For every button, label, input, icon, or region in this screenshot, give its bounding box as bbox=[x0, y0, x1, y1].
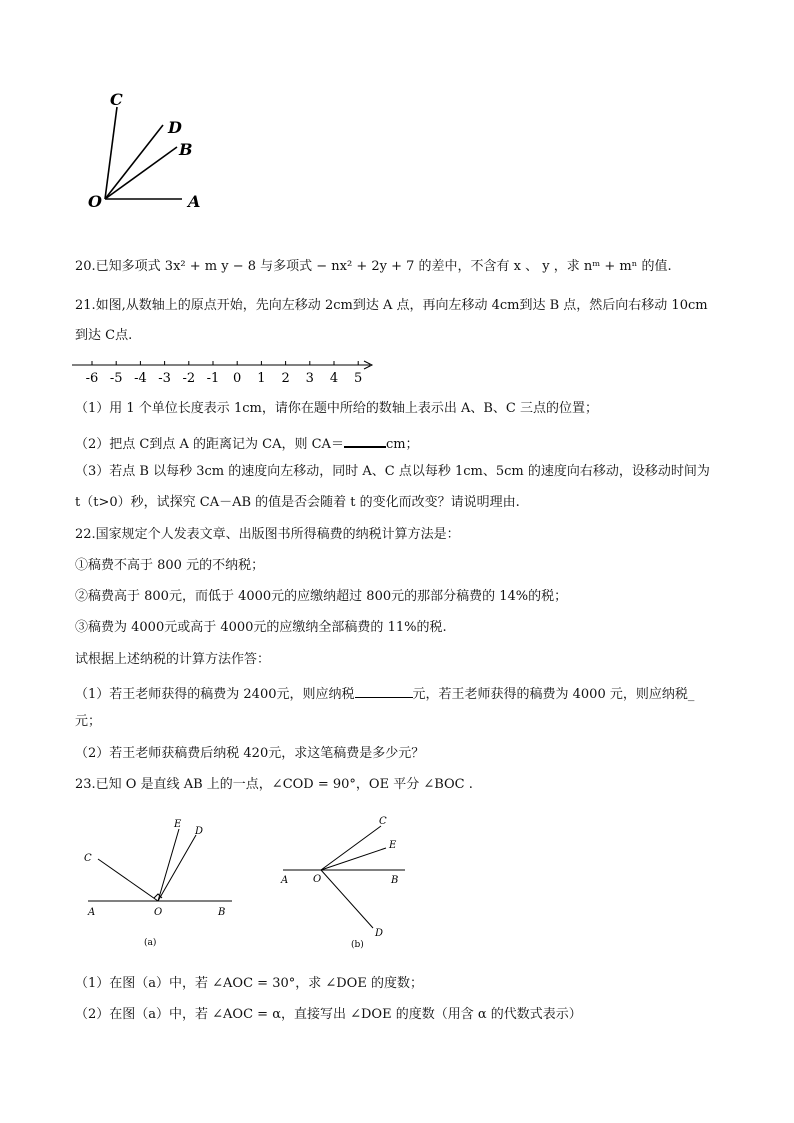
fig-b-caption: (b) bbox=[351, 940, 364, 950]
fig-b-B: B bbox=[391, 875, 399, 886]
question-23-part2: （2）在图（a）中，若 ∠AOC = α，直接写出 ∠DOE 的度数（用含 α 的代数式表示） bbox=[75, 1007, 582, 1022]
tick-label: 0 bbox=[233, 371, 242, 386]
question-22-intro: 22.国家规定个人发表文章、出版图书所得稿费的纳税计算方法是： bbox=[75, 527, 460, 542]
tick-label: -3 bbox=[158, 371, 171, 386]
fig-b-D: D bbox=[375, 928, 384, 939]
tick-label: 2 bbox=[281, 371, 290, 386]
tick-label: 1 bbox=[257, 371, 266, 386]
question-22-rule2: ②稿费高于 800元，而低于 4000元的应缴纳超过 800元的那部分稿费的 14%的税； bbox=[75, 589, 568, 604]
tick-label: -2 bbox=[182, 371, 196, 386]
question-23-part1: （1）在图（a）中，若 ∠AOC = 30°，求 ∠DOE 的度数； bbox=[75, 976, 423, 991]
question-21-line2: 到达 C点. bbox=[75, 328, 133, 343]
fig-a-caption: (a) bbox=[144, 938, 157, 948]
fig-a-B: B bbox=[218, 907, 226, 918]
label-D: D bbox=[168, 118, 182, 137]
angle-figure-top bbox=[80, 85, 220, 215]
fig-b-A: A bbox=[281, 875, 289, 886]
fig-b-C: C bbox=[379, 816, 387, 827]
q22-p1-text: （1）若王老师获得的稿费为 2400元，则应纳税 bbox=[75, 687, 355, 702]
question-22-rule3: ③稿费为 4000元或高于 4000元的应缴纳全部稿费的 11%的税. bbox=[75, 620, 447, 635]
label-B: B bbox=[179, 140, 193, 159]
number-line bbox=[70, 355, 380, 390]
question-22-rule1: ①稿费不高于 800 元的不纳税； bbox=[75, 558, 265, 573]
fig-b-E: E bbox=[389, 840, 397, 851]
tick-label: -6 bbox=[85, 371, 99, 386]
q21-p2-text: （2）把点 C到点 A 的距离记为 CA，则 CA＝ bbox=[75, 437, 344, 452]
label-O: O bbox=[88, 192, 102, 211]
label-A: A bbox=[188, 192, 201, 211]
question-21-line1: 21.如图,从数轴上的原点开始，先向左移动 2cm到达 A 点，再向左移动 4cm到达 B 点，然后向右移动 10cm bbox=[75, 298, 708, 313]
tick-label: 5 bbox=[354, 371, 363, 386]
figure-b bbox=[275, 812, 415, 950]
q21-p2-unit: cm； bbox=[385, 437, 419, 452]
fig-a-D: D bbox=[195, 826, 204, 837]
question-21-part3-line1: （3）若点 B 以每秒 3cm 的速度向左移动，同时 A、C 点以每秒 1cm、5cm 的速度向右移动，设移动时间为 bbox=[75, 464, 710, 479]
question-21-part2 bbox=[75, 432, 419, 454]
answer-blank-ca[interactable] bbox=[344, 432, 386, 448]
question-22-part2: （2）若王老师获稿费后纳税 420元，求这笔稿费是多少元？ bbox=[75, 746, 425, 761]
label-C: C bbox=[110, 90, 123, 109]
tick-label: 4 bbox=[329, 371, 339, 386]
tick-label: 3 bbox=[305, 371, 314, 386]
question-22-part1-end: 元； bbox=[75, 714, 102, 729]
question-23: 23.已知 O 是直线 AB 上的一点，∠COD = 90°，OE 平分 ∠BOC . bbox=[75, 777, 473, 792]
tick-label: -1 bbox=[206, 371, 220, 386]
question-20: 20.已知多项式 3x² + m y − 8 与多项式 − nx² + 2y + 7 的差中，不含有 x 、 y ，求 nᵐ + mⁿ 的值. bbox=[75, 259, 672, 274]
fig-a-E: E bbox=[174, 819, 182, 830]
fig-a-A: A bbox=[88, 907, 96, 918]
question-22-part1 bbox=[75, 683, 694, 704]
fig-a-C: C bbox=[84, 853, 92, 864]
q22-p1-text2: 元，若王老师获得的稿费为 4000 元，则应纳税_ bbox=[412, 687, 695, 702]
tick-label: -5 bbox=[109, 371, 123, 386]
answer-blank-tax1[interactable] bbox=[355, 683, 413, 698]
figure-a bbox=[80, 815, 240, 950]
question-22-ask: 试根据上述纳税的计算方法作答： bbox=[75, 652, 271, 667]
fig-b-O: O bbox=[313, 874, 322, 885]
fig-a-O: O bbox=[154, 907, 163, 918]
question-21-part1: （1）用 1 个单位长度表示 1cm，请你在题中所给的数轴上表示出 A、B、C 三点的位置； bbox=[75, 401, 598, 416]
question-21-part3-line2: t（t>0）秒，试探究 CA－AB 的值是否会随着 t 的变化而改变？请说明理由. bbox=[75, 495, 520, 510]
tick-label: -4 bbox=[134, 371, 147, 386]
